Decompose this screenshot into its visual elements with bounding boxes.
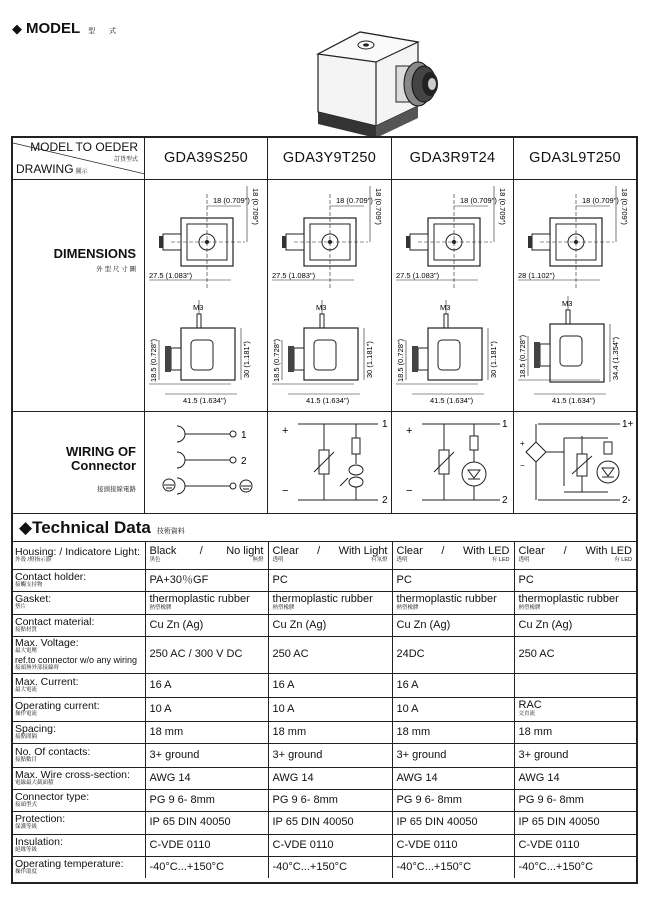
spec-label (13, 614, 145, 636)
light-value-zh: 有 LED (491, 557, 510, 564)
spec-value-text: 250 AC / 300 V DC (149, 648, 243, 660)
spec-value (392, 743, 514, 767)
spec-value-zh: 熱塑橡膠 (149, 604, 172, 611)
spec-label-text: Max. Wire cross-section: (15, 768, 130, 781)
light-value: No light (226, 545, 264, 558)
side-right-label-1: 30 (1.181") (242, 341, 251, 378)
spec-label-zh: 接點間隔 (15, 733, 38, 740)
spec-label (13, 856, 145, 878)
spec-value (514, 673, 636, 697)
spec-label-zh: 操作溫度 (15, 868, 38, 875)
spec-value-text: -40°C...+150°C (272, 860, 348, 873)
dimensions-label-cell (13, 180, 145, 411)
spec-value-text: 16 A (149, 678, 172, 691)
bottom-width-label-3: 27.5 (1.083") (396, 271, 440, 280)
spec-label-text: No. Of contacts: (15, 745, 91, 758)
spec-value-text: 10 A (272, 702, 295, 715)
spec-value-text: 18 mm (272, 725, 307, 738)
spec-value (268, 591, 392, 614)
spec-label (13, 673, 145, 697)
spec-label (13, 542, 145, 569)
spec-value-text: AWG 14 (396, 771, 438, 784)
model-name-2: GDA3Y9T250 (268, 138, 392, 179)
dimension-drawing-3 (392, 180, 514, 411)
spec-value (514, 614, 636, 636)
spec-label-zh: 保護等級 (15, 824, 38, 830)
spec-value-text: 18 mm (518, 725, 553, 738)
spec-label-zh-2: 接頭無外部接線時 (15, 664, 60, 671)
spec-value-text: 24DC (396, 648, 425, 660)
spec-value (145, 789, 268, 811)
spec-value (392, 697, 514, 721)
spec-value (145, 636, 268, 673)
wiring2-plus: + (282, 425, 289, 437)
spec-value (392, 811, 514, 834)
spec-value (268, 614, 392, 636)
model-label-zh: 型 式 (88, 28, 123, 35)
spec-label-text: Operating current: (15, 699, 100, 712)
dimension-drawing-2 (268, 180, 392, 411)
model-label: MODEL (26, 20, 81, 37)
spec-value (514, 811, 636, 834)
wiring-diagram-4 (514, 412, 636, 513)
spec-label-text: Gasket: (15, 593, 52, 605)
spec-value-text: PG 9 6- 8mm (149, 793, 215, 806)
spec-value (268, 569, 392, 591)
spec-value (392, 834, 514, 856)
dimension-drawing-4 (514, 180, 636, 411)
wiring1-pin2: 2 (241, 456, 247, 467)
spec-value-text: 10 A (149, 702, 172, 715)
spec-value (392, 789, 514, 811)
spec-label-text: Max. Voltage: (15, 636, 79, 649)
drawing-zh: 圖示 (75, 169, 88, 175)
side-left-label-1: 18.5 (0.728") (149, 338, 158, 382)
wiring4-minus: − (520, 461, 525, 470)
wiring3-pin2: 2 (502, 495, 508, 506)
spec-row (13, 767, 636, 789)
housing-value: Clear (272, 545, 299, 558)
spec-value-text: thermoplastic rubber (272, 592, 373, 605)
top-width-label-1: 18 (0.709") (213, 196, 250, 205)
spec-value-text: AWG 14 (272, 771, 314, 784)
light-value-zh: 有 LED (614, 557, 632, 564)
separator: / (441, 545, 445, 558)
spec-row (13, 569, 636, 591)
spec-value (268, 856, 392, 878)
spec-value-text: PG 9 6- 8mm (396, 793, 462, 806)
wiring-row (13, 412, 636, 514)
spec-label-text: Operating temperature: (15, 857, 124, 870)
spec-value (145, 591, 268, 614)
spec-label-zh: 操作電流 (15, 710, 38, 717)
spec-value (145, 697, 268, 721)
spec-value (145, 811, 268, 834)
screw-label-4: M3 (562, 299, 573, 308)
spec-label-zh: 接點數目 (15, 756, 38, 763)
dimension-drawing-1 (145, 180, 268, 411)
spec-value (514, 767, 636, 789)
top-height-label-4: 18 (0.709") (620, 188, 629, 225)
dimensions-title-zh: 外 型 尺 寸 圖 (96, 266, 136, 273)
spec-value (268, 834, 392, 856)
top-height-label-2: 18 (0.709") (374, 188, 383, 225)
spec-value (392, 856, 514, 878)
light-value: With LED (585, 545, 632, 558)
spec-row (13, 636, 636, 673)
spec-row (13, 614, 636, 636)
spec-value (268, 697, 392, 721)
housing-value-zh: 透明 (518, 557, 530, 564)
side-right-label-2: 30 (1.181") (365, 341, 374, 378)
spec-sheet-table (11, 136, 638, 884)
tech-title-text: Technical Data (32, 518, 151, 537)
spec-value (514, 834, 636, 856)
spec-value-text: PC (272, 573, 288, 586)
model-name-4: GDA3L9T250 (529, 150, 621, 166)
spec-value-zh: 熱塑橡膠 (272, 604, 295, 611)
separator: / (199, 545, 203, 558)
spec-label (13, 834, 145, 856)
spec-label-zh: 最大電流 (15, 686, 38, 693)
connector-product-image (300, 14, 460, 144)
spec-label-text: Spacing: (15, 722, 56, 735)
spec-label-text: Housing: / Indicatore Light: (15, 545, 140, 558)
spec-value (145, 856, 268, 878)
spec-value (514, 542, 636, 569)
spec-value-text: C-VDE 0110 (149, 838, 211, 851)
spec-row (13, 811, 636, 834)
spec-value-text: AWG 14 (149, 771, 191, 784)
spec-value (268, 767, 392, 789)
spec-value (392, 542, 514, 569)
spec-value-text: Cu Zn (Ag) (518, 618, 573, 631)
light-value: With LED (463, 545, 510, 558)
spec-row (13, 834, 636, 856)
side-width-label-2: 41.5 (1.634") (306, 396, 350, 405)
spec-value (392, 767, 514, 789)
spec-row (13, 721, 636, 743)
spec-label-zh: 電線最大截面積 (15, 779, 54, 786)
spec-value-text: IP 65 DIN 40050 (518, 816, 600, 828)
spec-value (145, 767, 268, 789)
spec-row (13, 673, 636, 697)
light-value-zh: 無燈 (252, 557, 264, 564)
spec-value (514, 856, 636, 878)
spec-label (13, 569, 145, 591)
spec-value-text: C-VDE 0110 (518, 838, 580, 851)
spec-value (145, 569, 268, 591)
spec-value (514, 789, 636, 811)
light-value-zh: 有氖燈 (370, 557, 388, 564)
wiring3-plus: + (406, 425, 413, 437)
spec-label (13, 743, 145, 767)
spec-value-text: IP 65 DIN 40050 (396, 816, 478, 828)
spec-value-text: 250 AC (518, 648, 555, 660)
wiring2-minus: − (282, 485, 289, 497)
spec-value (514, 591, 636, 614)
spec-value-text: C-VDE 0110 (272, 838, 334, 851)
top-width-label-4: 18 (0.709") (582, 196, 619, 205)
spec-value-text: 3+ ground (518, 748, 569, 761)
spec-value-text: IP 65 DIN 40050 (149, 816, 231, 828)
model-drawing-label-cell (13, 138, 145, 179)
tech-title-zh: 技術資料 (156, 528, 185, 535)
wiring1-pin1: 1 (241, 430, 247, 441)
tech-diamond-icon: ◆ (19, 518, 33, 537)
spec-value (268, 636, 392, 673)
model-to-order-label: MODEL TO OEDER (30, 140, 138, 154)
spec-value-text: 3+ ground (396, 748, 447, 761)
spec-value-zh: 熱塑橡膠 (396, 604, 419, 611)
spec-label (13, 591, 145, 614)
spec-value-text: thermoplastic rubber (396, 592, 497, 605)
spec-label-zh: 接點材質 (15, 626, 38, 633)
spec-value (268, 743, 392, 767)
side-width-label-1: 41.5 (1.634") (183, 396, 227, 405)
spec-label-text: Contact material: (15, 615, 95, 628)
housing-value-zh: 透明 (396, 557, 408, 564)
wiring-title-line1: WIRING OF (65, 444, 136, 459)
spec-value-text: IP 65 DIN 40050 (272, 816, 354, 828)
spec-label (13, 811, 145, 834)
top-height-label-1: 18 (0.709") (251, 188, 260, 225)
spec-row (13, 743, 636, 767)
housing-value: Clear (396, 545, 423, 558)
spec-value-text: RAC (518, 699, 542, 711)
spec-label-zh: 接觸支持物 (15, 581, 43, 588)
bottom-width-label-2: 27.5 (1.083") (272, 271, 316, 280)
spec-value-text: PG 9 6- 8mm (518, 793, 584, 806)
spec-label (13, 697, 145, 721)
spec-value-text: 3+ ground (149, 748, 200, 761)
spec-value-text: Cu Zn (Ag) (272, 618, 327, 631)
spec-value-text: PG 9 6- 8mm (272, 793, 338, 806)
spec-value (392, 614, 514, 636)
model-heading (12, 20, 122, 37)
spec-row (13, 856, 636, 878)
spec-value-text: PC (396, 573, 412, 586)
spec-value-text: 16 A (396, 678, 419, 691)
bottom-width-label-1: 27.5 (1.083") (149, 271, 193, 280)
spec-label-zh: 燈指示器 (29, 556, 52, 563)
drawing-label: DRAWING (16, 162, 74, 176)
housing-value-zh: 黑色 (149, 557, 161, 564)
spec-label-text: Max. Current: (15, 675, 79, 688)
spec-value (514, 721, 636, 743)
diamond-icon: ◆ (12, 21, 22, 36)
dimensions-title: DIMENSIONS (53, 246, 136, 261)
housing-value: Clear (518, 545, 545, 558)
spec-label (13, 767, 145, 789)
spec-value-text: 18 mm (396, 725, 431, 738)
screw-label-1: M3 (193, 303, 204, 312)
spec-value-text: Cu Zn (Ag) (396, 618, 451, 631)
spec-label (13, 636, 145, 673)
spec-value (268, 542, 392, 569)
top-height-label-3: 18 (0.709") (498, 188, 507, 225)
top-width-label-3: 18 (0.709") (460, 196, 497, 205)
spec-value-zh: 交直流 (518, 711, 536, 717)
spec-value-text: thermoplastic rubber (149, 592, 250, 605)
spec-value (514, 569, 636, 591)
spec-value (514, 743, 636, 767)
spec-value-text: 10 A (396, 702, 419, 715)
spec-value-text: PC (518, 573, 534, 586)
spec-label-text: Connector type: (15, 790, 90, 803)
side-width-label-3: 41.5 (1.634") (430, 396, 474, 405)
technical-data-table (13, 542, 636, 878)
spec-value (392, 721, 514, 743)
spec-value (268, 673, 392, 697)
spec-value-text: 3+ ground (272, 748, 323, 761)
spec-value (268, 789, 392, 811)
spec-value-text: 18 mm (149, 725, 184, 738)
side-width-label-4: 41.5 (1.634") (552, 396, 596, 405)
wiring4-pin1: 1+ (622, 419, 634, 430)
dimensions-row (13, 180, 636, 412)
spec-value (145, 743, 268, 767)
spec-label (13, 721, 145, 743)
spec-value-text: 250 AC (272, 648, 309, 660)
housing-value: Black (149, 545, 177, 558)
model-to-order-zh: 訂貨型式 (113, 157, 138, 163)
spec-label-zh: 絕緣等級 (15, 846, 38, 853)
wiring3-pin1: 1 (502, 419, 508, 430)
spec-value-text: -40°C...+150°C (518, 860, 594, 873)
spec-value-zh: 熱塑橡膠 (518, 604, 541, 611)
separator: / (563, 545, 567, 558)
drawing-label-wrap (16, 162, 88, 176)
model-name-3: GDA3R9T24 (392, 138, 514, 179)
spec-value-text: PA+30％GF (149, 573, 209, 586)
model-header-row (13, 138, 636, 180)
light-value: With Light (338, 545, 388, 558)
wiring4-pin2: 2- (622, 495, 631, 506)
spec-label-zh: 接頭型式 (15, 801, 38, 808)
spec-value-text: 16 A (272, 678, 295, 691)
spec-label-text: Contact holder: (15, 570, 87, 583)
spec-value (268, 811, 392, 834)
spec-label-zh: 外殼 / (15, 556, 30, 563)
spec-value (392, 673, 514, 697)
spec-value-text: -40°C...+150°C (396, 860, 472, 873)
spec-value (145, 721, 268, 743)
technical-data-title (13, 514, 636, 542)
side-left-label-2: 18.5 (0.728") (272, 338, 281, 382)
wiring2-pin2: 2 (382, 495, 388, 506)
wiring2-pin1: 1 (382, 419, 388, 430)
spec-value (145, 673, 268, 697)
spec-row (13, 789, 636, 811)
screw-label-3: M3 (440, 303, 451, 312)
spec-value-text: AWG 14 (518, 771, 560, 784)
spec-value (268, 721, 392, 743)
wiring3-minus: − (406, 485, 413, 497)
wiring-label-cell (13, 412, 145, 513)
spec-label-text: Insulation: (15, 835, 63, 848)
spec-value-text: thermoplastic rubber (518, 592, 619, 605)
top-width-label-2: 18 (0.709") (336, 196, 373, 205)
spec-label-zh: 最大電壓 (15, 647, 38, 654)
spec-value (392, 636, 514, 673)
side-left-label-3: 18.5 (0.728") (396, 338, 405, 382)
spec-value-text: -40°C...+150°C (149, 860, 225, 873)
screw-label-2: M3 (316, 303, 327, 312)
separator: / (317, 545, 321, 558)
spec-value (145, 614, 268, 636)
spec-value-text: Cu Zn (Ag) (149, 618, 204, 631)
wiring-diagram-2 (268, 412, 392, 513)
side-right-label-4: 34.4 (1.354") (611, 336, 620, 380)
spec-label (13, 789, 145, 811)
spec-label-text-2: ref.to connector w/o any wiring (15, 654, 138, 665)
wiring-diagram-3 (392, 412, 514, 513)
wiring-diagram-1 (145, 412, 268, 513)
spec-value (392, 591, 514, 614)
spec-value-text: C-VDE 0110 (396, 838, 458, 851)
spec-label-zh: 墊片 (15, 604, 27, 610)
spec-value (514, 697, 636, 721)
spec-row (13, 591, 636, 614)
model-name-1: GDA39S250 (145, 138, 268, 179)
spec-value (145, 834, 268, 856)
spec-label-text: Protection: (15, 813, 66, 825)
spec-row (13, 542, 636, 569)
wiring-title-zh: 接頭接線電路 (97, 486, 136, 493)
wiring4-plus: + (520, 439, 525, 448)
side-left-label-4: 18.5 (0.728") (518, 334, 527, 378)
housing-value-zh: 透明 (272, 557, 284, 564)
spec-value (392, 569, 514, 591)
bottom-width-label-4: 28 (1.102") (518, 271, 555, 280)
spec-value (514, 636, 636, 673)
wiring-title-line2: Connector (71, 458, 136, 473)
spec-value (145, 542, 268, 569)
spec-row (13, 697, 636, 721)
side-right-label-3: 30 (1.181") (489, 341, 498, 378)
